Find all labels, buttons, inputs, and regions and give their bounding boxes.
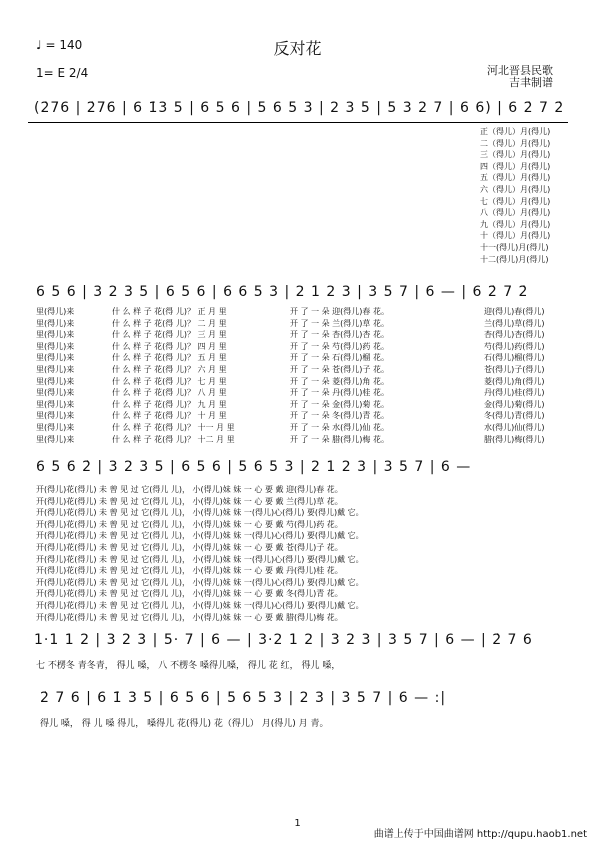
lyric-line: 十二(得儿)月(得儿)	[480, 254, 549, 264]
lyric-line: 开(得儿)花(得儿) 未 曾 见 过 它(得儿 儿)， 小(得儿)妹 妹 一(得儿)心(得儿) 要(得儿)戴 它。	[36, 554, 364, 564]
lyric-line: 什 么 样 子 花(得 儿)？ 四 月 里	[112, 341, 227, 351]
lyric-line: 什 么 样 子 花(得 儿)？ 五 月 里	[112, 353, 227, 363]
lyric-line: 里(得儿)来	[36, 376, 75, 386]
lyric-line: 九（得儿）月(得儿)	[480, 219, 551, 229]
lyric-line: 什 么 样 子 花(得 儿)？ 七 月 里	[112, 376, 227, 386]
lyric-line: 开(得儿)花(得儿) 未 曾 见 过 它(得儿 儿)， 小(得儿)妹 妹 一 心 要 戴 苍(得儿)子 花。	[36, 542, 343, 552]
lyric-line: 开(得儿)花(得儿) 未 曾 见 过 它(得儿 儿)， 小(得儿)妹 妹 一(得儿)心(得儿) 要(得儿)戴 它。	[36, 508, 364, 518]
notation-row-5: 2̇ 7 6 | 6 1̇ 3 5 | 6 5 6 | 5 6 5 3 | 2 3 | 3 5 7 | 6 — :|	[40, 690, 447, 706]
lyric-line: 石(得儿)榴(得儿)	[484, 353, 545, 363]
lyric-line: 开 了 一 朵 迎(得儿)春 花。	[290, 307, 389, 316]
lyric-line: 什 么 样 子 花(得 儿)？ 三 月 里	[112, 330, 227, 340]
lyric-line: 开 了 一 朵 石(得儿)榴 花。	[290, 353, 389, 363]
notation-row-3: 6 5 6 2̇ | 3 2 3 5 | 6 5 6 | 5 6 5 3 | 2 1 2 3 | 3 5 7 | 6 —	[36, 459, 472, 475]
lyric-line: 开 了 一 朵 苍(得儿)子 花。	[290, 364, 389, 374]
lyric-line: 里(得儿)来	[36, 353, 75, 363]
lyric-line: 里(得儿)来	[36, 330, 75, 340]
lyric-line: 杏(得儿)杏(得儿)	[484, 330, 545, 340]
lyric-line: 兰(得儿)草(得儿)	[484, 318, 545, 328]
lyric-line: 七（得儿）月(得儿)	[480, 196, 551, 206]
lyric-line: 十（得儿）月(得儿)	[480, 231, 551, 241]
lyric-line: 冬(得儿)青(得儿)	[484, 411, 545, 421]
arranger-label: 吉聿制谱	[509, 76, 553, 89]
lyric-line: 五（得儿）月(得儿)	[480, 173, 551, 183]
lyric-line: 开(得儿)花(得儿) 未 曾 见 过 它(得儿 儿)， 小(得儿)妹 妹 一 心 要 戴 腊(得儿)梅 花。	[36, 612, 343, 622]
lyric-line: 里(得儿)来	[36, 364, 75, 374]
lyric-line: 开 了 一 朵 菱(得儿)角 花。	[290, 376, 389, 386]
lyric-line: 二（得儿）月(得儿)	[480, 138, 551, 148]
lyric-line: 什 么 样 子 花(得 儿)？ 十二 月 里	[112, 434, 235, 444]
lyrics-col-row-2-d	[484, 306, 544, 445]
score-title: 反对花	[273, 39, 322, 58]
lyric-line: 里(得儿)来	[36, 434, 75, 444]
key-signature: 1= E 2/4	[36, 66, 89, 80]
lyric-line: 什 么 样 子 花(得 儿)？ 六 月 里	[112, 364, 227, 374]
lyric-line: 里(得儿)来	[36, 388, 75, 398]
lyrics-row-5: 得儿 嗓， 得 儿 嗓 得儿， 嗓得儿 花(得儿) 花（得儿） 月(得儿) 月 青。	[40, 719, 329, 729]
lyric-line: 六（得儿）月(得儿)	[480, 184, 551, 194]
lyric-line: 三（得儿）月(得儿)	[480, 150, 551, 160]
tempo-marking: ♩ = 140	[36, 38, 83, 52]
lyric-line: 丹(得儿)桂(得儿)	[484, 388, 545, 398]
lyrics-col-row-2-c	[290, 306, 389, 445]
notation-row-2: 6 5 6 | 3 2 3 5 | 6 5 6 | 6 6 5 3 | 2 1 2 3 | 3 5 7 | 6 — | 6 2̇ 7 2̇	[36, 284, 529, 300]
lyric-line: 开(得儿)花(得儿) 未 曾 见 过 它(得儿 儿)， 小(得儿)妹 妹 一 心 要 戴 丹(得儿)桂 花。	[36, 566, 343, 576]
lyric-line: 开(得儿)花(得儿) 未 曾 见 过 它(得儿 儿)， 小(得儿)妹 妹 一(得儿)心(得儿) 要(得儿)戴 它。	[36, 531, 364, 541]
notation-row-1: (2̇76 | 2̇76 | 6 1̇3 5 | 6 5 6 | 5 6 5 3 | 2 3 5 | 5 3 2 7 | 6 6) | 6 2̇ 7 2̇	[34, 100, 565, 116]
lyric-line: 什 么 样 子 花(得 儿)？ 八 月 里	[112, 388, 227, 398]
lyric-line: 开 了 一 朵 丹(得儿)桂 花。	[290, 388, 389, 398]
lyric-line: 开(得儿)花(得儿) 未 曾 见 过 它(得儿 儿)， 小(得儿)妹 妹 一(得儿)心(得儿) 要(得儿)戴 它。	[36, 577, 364, 587]
lyric-line: 里(得儿)来	[36, 318, 75, 328]
lyric-line: 开(得儿)花(得儿) 未 曾 见 过 它(得儿 儿)， 小(得儿)妹 妹 一 心 要 戴 迎(得儿)春 花。	[36, 485, 343, 494]
lyric-line: 开 了 一 朵 金(得儿)菊 花。	[290, 399, 389, 409]
lyric-line: 里(得儿)来	[36, 411, 75, 421]
lyric-line: 开 了 一 朵 腊(得儿)梅 花。	[290, 434, 389, 444]
lyric-line: 什 么 样 子 花(得 儿)？ 十 月 里	[112, 411, 227, 421]
lyric-line: 开 了 一 朵 杏(得儿)杏 花。	[290, 330, 389, 340]
lyric-line: 开(得儿)花(得儿) 未 曾 见 过 它(得儿 儿)， 小(得儿)妹 妹 一 心 要 戴 冬(得儿)青 花。	[36, 589, 343, 599]
lyric-line: 里(得儿)来	[36, 341, 75, 351]
lyric-line: 正（得儿）月(得儿)	[480, 127, 551, 136]
lyric-line: 芍(得儿)药(得儿)	[484, 341, 545, 351]
lyrics-block-row-1	[480, 126, 550, 265]
lyric-line: 开(得儿)花(得儿) 未 曾 见 过 它(得儿 儿)， 小(得儿)妹 妹 一 心 要 戴 兰(得儿)草 花。	[36, 496, 343, 506]
page-number: 1	[294, 818, 301, 829]
lyric-line: 开(得儿)花(得儿) 未 曾 见 过 它(得儿 儿)， 小(得儿)妹 妹 一 心 要 戴 芍(得儿)药 花。	[36, 519, 343, 529]
lyric-line: 什 么 样 子 花(得 儿)？ 九 月 里	[112, 399, 227, 409]
lyric-line: 里(得儿)来	[36, 307, 75, 316]
lyric-line: 什 么 样 子 花(得 儿)？ 正 月 里	[112, 307, 227, 316]
lyrics-block-row-3	[36, 484, 364, 623]
lyric-line: 里(得儿)来	[36, 422, 75, 432]
lyric-line: 什 么 样 子 花(得 儿)？ 二 月 里	[112, 318, 227, 328]
lyric-line: 开 了 一 朵 水(得儿)仙 花。	[290, 422, 389, 432]
lyric-line: 开 了 一 朵 冬(得儿)青 花。	[290, 411, 389, 421]
lyric-line: 什 么 样 子 花(得 儿)？ 十一 月 里	[112, 422, 235, 432]
lyric-line: 金(得儿)菊(得儿)	[484, 399, 545, 409]
origin-label: 河北晋县民歌	[487, 64, 553, 77]
lyric-line: 腊(得儿)梅(得儿)	[484, 434, 545, 444]
lyric-line: 十一(得儿)月(得儿)	[480, 242, 549, 252]
notation-row-4: 1·1 1 2 | 3 2 3 | 5· 7 | 6 — | 3·2 1 2 | 3 2 3 | 3 5 7 | 6 — | 2̇ 7 6	[34, 632, 533, 648]
watermark: 曲谱上传于中国曲谱网 http://qupu.haob1.net	[373, 829, 587, 840]
lyrics-row-4: 七 不楞冬 青冬青， 得儿 嗓， 八 不楞冬 嗓得儿嗓， 得儿 花 红， 得儿 嗓，	[36, 661, 341, 671]
lyric-line: 八（得儿）月(得儿)	[480, 208, 551, 218]
lyric-line: 开 了 一 朵 芍(得儿)药 花。	[290, 341, 389, 351]
lyric-line: 苍(得儿)子(得儿)	[484, 364, 545, 374]
lyrics-col-row-2-b	[112, 306, 235, 445]
lyric-line: 菱(得儿)角(得儿)	[484, 376, 545, 386]
lyric-line: 四（得儿）月(得儿)	[480, 161, 551, 171]
lyric-line: 里(得儿)来	[36, 399, 75, 409]
lyric-line: 开 了 一 朵 兰(得儿)草 花。	[290, 318, 389, 328]
staff-divider	[28, 122, 568, 123]
lyric-line: 开(得儿)花(得儿) 未 曾 见 过 它(得儿 儿)， 小(得儿)妹 妹 一(得儿)心(得儿) 要(得儿)戴 它。	[36, 600, 364, 610]
lyric-line: 迎(得儿)春(得儿)	[484, 307, 545, 316]
lyric-line: 水(得儿)仙(得儿)	[484, 422, 545, 432]
lyrics-col-row-2-a	[36, 306, 74, 445]
